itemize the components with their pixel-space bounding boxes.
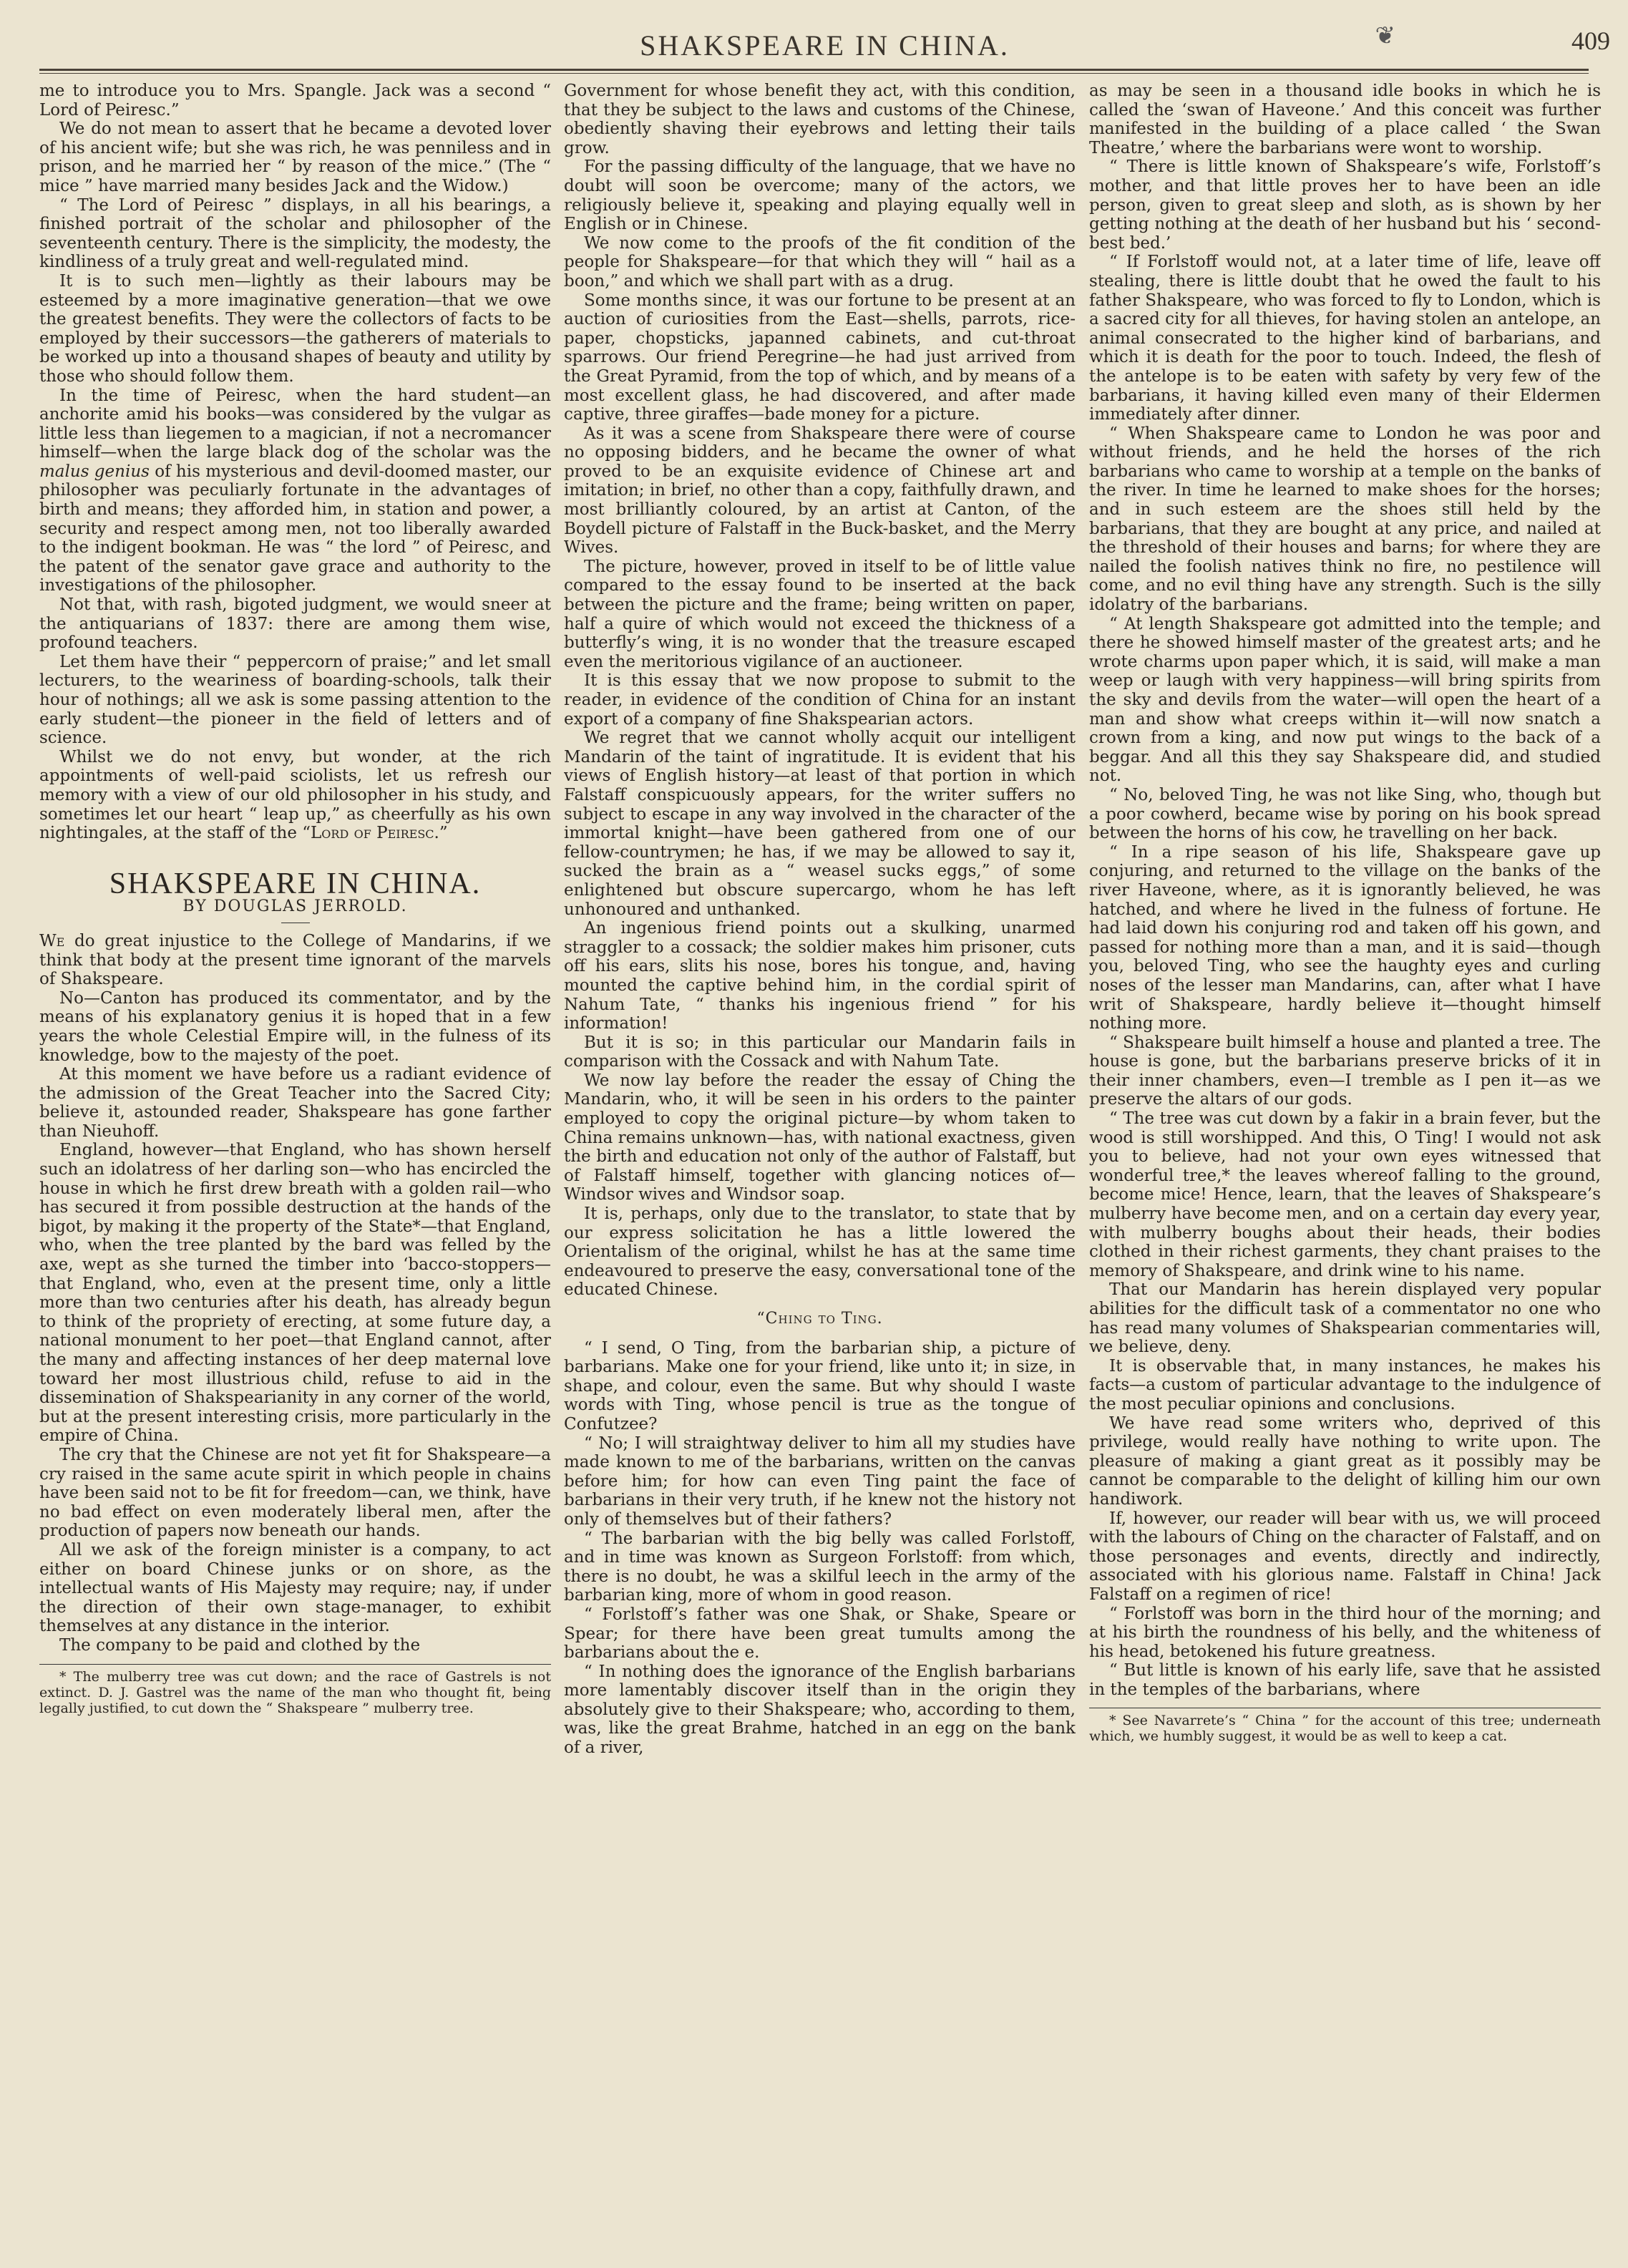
paragraph: “ The barbarian with the big belly was called Forlstoff, and in time was known as Surgeon Forlstoff: from which, there is no doubt, he was a skilful leech in the army of the barbarian king, more of whom in good reason.	[564, 1529, 1076, 1605]
article-title: SHAKSPEARE IN CHINA.	[109, 867, 482, 900]
text-run: do great injustice to the College of Mandarins, if we think that body at the present time ignorant of the marvels of Shakspeare.	[39, 931, 551, 989]
paragraph: Not that, with rash, bigoted judgment, we would sneer at the antiquarians of 1837: there are among them wise, profound teachers.	[39, 595, 551, 653]
paragraph: “ Forlstoff was born in the third hour of the morning; and at his birth the roundness of his belly, and the whiteness of his head, betokened his future greatness.	[1089, 1604, 1601, 1661]
byline: BY DOUGLAS JERROLD.	[182, 897, 408, 916]
paragraph: Let them have their “ peppercorn of praise;” and let small lecturers, to the weariness of boarding-schools, talk their hour of nothings; all we ask is some passing attention to the early student—the pioneer in the field of letters and of science.	[39, 652, 551, 748]
italic-phrase: malus genius	[39, 462, 150, 481]
paragraph: We regret that we cannot wholly acquit our intelligent Mandarin of the taint of ingratitude. It is evident that his views of English history—at least of that portion in which Falstaff conspicuously appears, for the writer suffers no subject to escape in any way involved in the character of the immortal knight—have been gathered from one of our fellow-countrymen; he has, if we may be allowed to say it, sucked the brain as a “ weasel sucks eggs,” of some enlightened but obscure supercargo, whom he has left unhonoured and unthanked.	[564, 729, 1076, 919]
opening-word: We	[39, 931, 65, 950]
paragraph: “ At length Shakspeare got admitted into the temple; and there he showed himself master of the greatest arts; and he wrote charms upon paper which, it is said, will make a man weep or laugh with very happiness—will bring spirits from the sky and devils from the water—will open the heart of a man and show what creeps within it—will now snatch a crown from a king, and now put wings to the back of a beggar. And all this they say Shakspeare did, and studied not.	[1089, 614, 1601, 786]
text-run: of his mysterious and devil-doomed master, our philosopher was peculiarly fortunate in the advantages of birth and means; they afforded him, in station and power, a security and respect among men, not too liberally awarded to the indigent bookman. He was “ the lord ” of Peiresc, and the patent of the senator gave grace and authority to the investigations of the philosopher.	[39, 462, 551, 595]
paragraph: For the passing difficulty of the language, that we have no doubt will soon be overcome; many of the actors, we religiously believe it, speaking and playing equally well in English or in Chinese.	[564, 157, 1076, 234]
paragraph: As it was a scene from Shakspeare there were of course no opposing bidders, and he became the owner of what proved to be an exquisite evidence of Chinese art and imitation; in brief, no other than a copy, faithfully drawn, and most brilliantly coloured, by an artist at Canton, of the Boydell picture of Falstaff in the Buck-basket, and the Merry Wives.	[564, 424, 1076, 558]
paragraph: We now come to the proofs of the fit condition of the people for Shakspeare—for that which they will “ hail as a boon,” and which we shall part with as a drug.	[564, 233, 1076, 291]
paragraph: It is this essay that we now propose to submit to the reader, in evidence of the condition of China for an instant export of a company of fine Shakspearian actors.	[564, 671, 1076, 729]
paragraph: “ There is little known of Shakspeare’s wife, Forlstoff’s mother, and that little proves her to have been an idle person, given to great sleep and sloth, as is shown by her getting nothing at the death of her husband but his ‘ second-best bed.’	[1089, 157, 1601, 253]
text-run: In the time of Peiresc, when the hard student—an anchorite amid his books—was considered by the vulgar as little less than liegemen to a magician, if not a necromancer himself—when the large black dog of the scholar was the	[39, 386, 551, 462]
paragraph: “ If Forlstoff would not, at a later time of life, leave off stealing, there is little doubt that he owed the fault to his father Shakspeare, who was forced to fly to London, which is a sacred city for all thieves, for having stolen an antelope, an animal consecrated to the higher kind of barbarians, and which it is death for the poor to touch. Indeed, the flesh of the antelope is to be eaten with safety by very few of the barbarians, it having killed even many of their Eldermen immediately after dinner.	[1089, 253, 1601, 424]
paragraph	[39, 748, 551, 843]
column-1	[39, 82, 551, 2250]
paragraph: It is observable that, in many instances, he makes his facts—a custom of particular advantage to the indulgence of the most peculiar opinions and conclusions.	[1089, 1356, 1601, 1413]
paragraph: No—Canton has produced its commentator, and by the means of his explanatory genius it is hoped that in a few years the whole Celestial Empire will, in the fulness of its knowledge, bow to the majesty of the poet.	[39, 988, 551, 1065]
footnote: * The mulberry tree was cut down; and the race of Gastrels is not extinct. D. J. Gastrel was the name of the man who thought fit, being legally justified, to cut down the “ Shakspeare ” mulberry tree.	[39, 1668, 551, 1716]
footnote-rule	[39, 1664, 551, 1665]
paragraph	[39, 386, 551, 596]
paragraph: “ No, beloved Ting, he was not like Sing, who, though but a poor cowherd, became wise by poring on his book spread between the horns of his cow, he travelling on her back.	[1089, 785, 1601, 843]
paragraph: But it is so; in this particular our Mandarin fails in comparison with the Cossack and with Nahum Tate.	[564, 1033, 1076, 1071]
paragraph: “ Forlstoff’s father was one Shak, or Shake, Speare or Spear; for there have been great tumults among the barbarians about the e.	[564, 1605, 1076, 1663]
paragraph: The company to be paid and clothed by the	[59, 1635, 421, 1655]
paragraph: Some months since, it was our fortune to be present at an auction of curiosities from the East—shells, parrots, rice-paper, chopsticks, japanned cabinets, and cut-throat sparrows. Our friend Peregrine—he had just arrived from the Great Pyramid, from the top of which, and by means of a most excellent glass, he had discovered, and after made captive, three giraffes—bade money for a picture.	[564, 291, 1076, 424]
page-number: 409	[1571, 26, 1610, 55]
paragraph: We now lay before the reader the essay of Ching the Mandarin, who, it will be seen in his orders to the painter employed to copy the original picture—by whom taken to China remains unknown—has, with national exactness, given the birth and education not only of the author of Falstaff, but of Falstaff himself, together with glancing notices of—Windsor wives and Windsor soap.	[564, 1071, 1076, 1204]
paragraph: “ No; I will straightway deliver to him all my studies have made known to me of the barbarians, written on the canvas before him; for how can even Ting paint the face of barbarians in their very truth, if he knew not the history not only of themselves but of their fathers?	[564, 1434, 1076, 1529]
paragraph: “ The Lord of Peiresc ” displays, in all his bearings, a finished portrait of the scholar and philosopher of the seventeenth century. There is the simplicity, the modesty, the kindliness of a truly great and well-regulated mind.	[39, 195, 551, 272]
column-3	[1089, 82, 1601, 2250]
text-run: Whilst we do not envy, but wonder, at the rich appointments of well-paid sciolists, let us refresh our memory with a view of our old philosopher in his study, and sometimes let our heart “ leap up,” as cheerfully as his own nightingales, at the staff of the “	[39, 747, 551, 843]
footnote: * See Navarrete’s “ China ” for the account of this tree; underneath which, we humbly suggest, it would be as well to keep a cat.	[1089, 1713, 1601, 1745]
paragraph: “ When Shakspeare came to London he was poor and without friends, and he held the horses of the rich barbarians who came to worship at a temple on the banks of the river. In time he learned to make shoes for the horses; and in such esteem are the shoes still held by the barbarians, that they are bought at any price, and nailed at the threshold of their houses and barns; for where they are nailed the foolish natives think no fire, no pestilence will come, and no evil thing have any strength. Such is the silly idolatry of the barbarians.	[1089, 424, 1601, 615]
ornament-icon: ❦	[1375, 21, 1395, 50]
paragraph: At this moment we have before us a radiant evidence of the admission of the Great Teacher into the Sacred City; believe it, astounded reader, Shakspeare has gone farther than Nieuhoff.	[39, 1065, 551, 1141]
text-run: .”	[434, 824, 448, 843]
paragraph: It is to such men—lightly as their labours may be esteemed by a more imaginative generation—that we owe the greatest benefits. They were the collectors of facts to be employed by their successors—the gatherers of materials to be worked up into a thousand shapes of beauty and utility by those who should follow them.	[39, 271, 551, 386]
paragraph: An ingenious friend points out a skulking, unarmed straggler to a cossack; the soldier makes him prisoner, cuts off his ears, slits his nose, bores his tongue, and, having mounted the captive behind him, in the cordial spirit of Nahum Tate, “ thanks his ingenious friend ” for his information!	[564, 919, 1076, 1033]
running-title: SHAKSPEARE IN CHINA.	[640, 29, 1010, 62]
paragraph: “ But little is known of his early life, save that he assisted in the temples of the barbarians, where	[1089, 1661, 1601, 1699]
paragraph: England, however—that England, who has shown herself such an idolatress of her darling son—who has encircled the house in which he first drew breath with a golden rail—who has secured it from possible destruction at the hands of the bigot, by making it the property of the State*—that England, who, when the tree planted by the bard was felled by the axe, wept as she turned the timber into ‘bacco-stoppers—that England, who, even at the present time, only a little more than two centuries after his death, has already begun to think of the propriety of erecting, at some future day, a national monument to her poet—that England cannot, after the many and affecting instances of her deep maternal love toward her most illustrious child, refuse to aid in the dissemination of Shakspearianity in any corner of the world, but at the present interesting crisis, more particularly in the empire of China.	[39, 1141, 551, 1446]
paragraph: The cry that the Chinese are not yet fit for Shakspeare—a cry raised in the same acute spirit in which people in chains have been said not to be fit for freedom—can, we think, have no bad effect on even moderately liberal men, after the production of papers now beneath our hands.	[39, 1445, 551, 1541]
paragraph: “ The tree was cut down by a fakir in a brain fever, but the wood is still worshipped. And this, O Ting! I would not ask you to believe, had not your own eyes witnessed that wonderful tree,* the leaves whereof falling to the ground, become mice! Hence, learn, that the leaves of Shakspeare’s mulberry have become men, and on a certain day every year, with mulberry boughs about their heads, their bodies clothed in their richest garments, they chant praises to the memory of Shakspeare, and drink wine to his name.	[1089, 1109, 1601, 1280]
paragraph: It is, perhaps, only due to the translator, to state that by our express solicitation he has a little lowered the Orientalism of the original, whilst he has at the same time endeavoured to preserve the easy, conversational tone of the educated Chinese.	[564, 1204, 1076, 1300]
paragraph: We do not mean to assert that he became a devoted lover of his ancient wife; but she was rich, he was penniless and in prison, and he married her “ by reason of the mice.” (The “ mice ” have married many besides Jack and the Widow.)	[39, 120, 551, 195]
paragraph: All we ask of the foreign minister is a company, to act either on board Chinese junks or on shore, as the intellectual wants of His Majesty may require; nay, if under the direction of their own stage-manager, to exhibit themselves at any distance in the interior.	[39, 1540, 551, 1636]
paragraph: The picture, however, proved in itself to be of little value compared to the essay found to be inserted at the back between the picture and the frame; being written on paper, half a quire of which would not exceed the thickness of a butterfly’s wing, it is no wonder that the treasure escaped even the meritorious vigilance of an auctioneer.	[564, 557, 1076, 671]
paragraph: “ I send, O Ting, from the barbarian ship, a picture of barbarians. Make one for your friend, like unto it; in size, in shape, and colour, even the same. But why should I waste words with Ting, whose pencil is true as the tongue of Confutzee?	[564, 1338, 1076, 1434]
paragraph: Government for whose benefit they act, with this condition, that they be subject to the laws and customs of the Chinese, obediently shaving their eyebrows and letting their tails grow.	[564, 82, 1076, 157]
column-2	[564, 82, 1076, 2250]
paragraph	[39, 932, 551, 989]
paragraph: “ In nothing does the ignorance of the English barbarians more lamentably discover itself than in the origin they absolutely give to their Shakspeare; who, according to them, was, like the great Brahme, hatched in an egg on the bank of a river,	[564, 1662, 1076, 1758]
paragraph: “ In a ripe season of his life, Shakspeare gave up conjuring, and returned to the village on the banks of the river Haveone, where, as it is ignorantly believed, he was hatched, and where he lived in the fulness of fortune. He had laid down his conjuring rod and taken off his gown, and passed for nothing more than a man, and it is said—though you, beloved Ting, who see the haughty eyes and curling noses of the lesser man Mandarins, can, after what I have writ of Shakspeare, hardly believe it—thought himself nothing more.	[1089, 842, 1601, 1033]
paragraph: We have read some writers who, deprived of this privilege, would really have nothing to write upon. The pleasure of making a giant great as it possibly may be cannot be comparable to the delight of killing him our own handiwork.	[1089, 1413, 1601, 1509]
page-header	[39, 21, 1610, 69]
small-caps-phrase: Lord of Peiresc	[311, 824, 434, 843]
paragraph: as may be seen in a thousand idle books in which he is called the ‘swan of Haveone.’ And this conceit was further manifested in the building of a place called ‘ the Swan Theatre,’ where the barbarians were wont to worship.	[1089, 82, 1601, 157]
paragraph: If, however, our reader will bear with us, we will proceed with the labours of Ching on the character of Falstaff, and on those personages and events, directly and indirectly, associated with his glorious name. Falstaff in China! Jack Falstaff on a regimen of rice!	[1089, 1509, 1601, 1604]
paragraph: That our Mandarin has herein displayed very popular abilities for the difficult task of a commentator no one who has read many volumes of Shakspearian commentaries will, we believe, deny.	[1089, 1280, 1601, 1357]
paragraph: me to introduce you to Mrs. Spangle. Jack was a second “ Lord of Peiresc.”	[39, 82, 551, 120]
letter-heading: “Ching to Ting.	[756, 1310, 883, 1328]
header-rule	[39, 69, 1589, 74]
paragraph: “ Shakspeare built himself a house and planted a tree. The house is gone, but the barbarians preserve bricks of it in their inner chambers, even—I tremble as I pen it—as we preserve the altars of our gods.	[1089, 1033, 1601, 1109]
